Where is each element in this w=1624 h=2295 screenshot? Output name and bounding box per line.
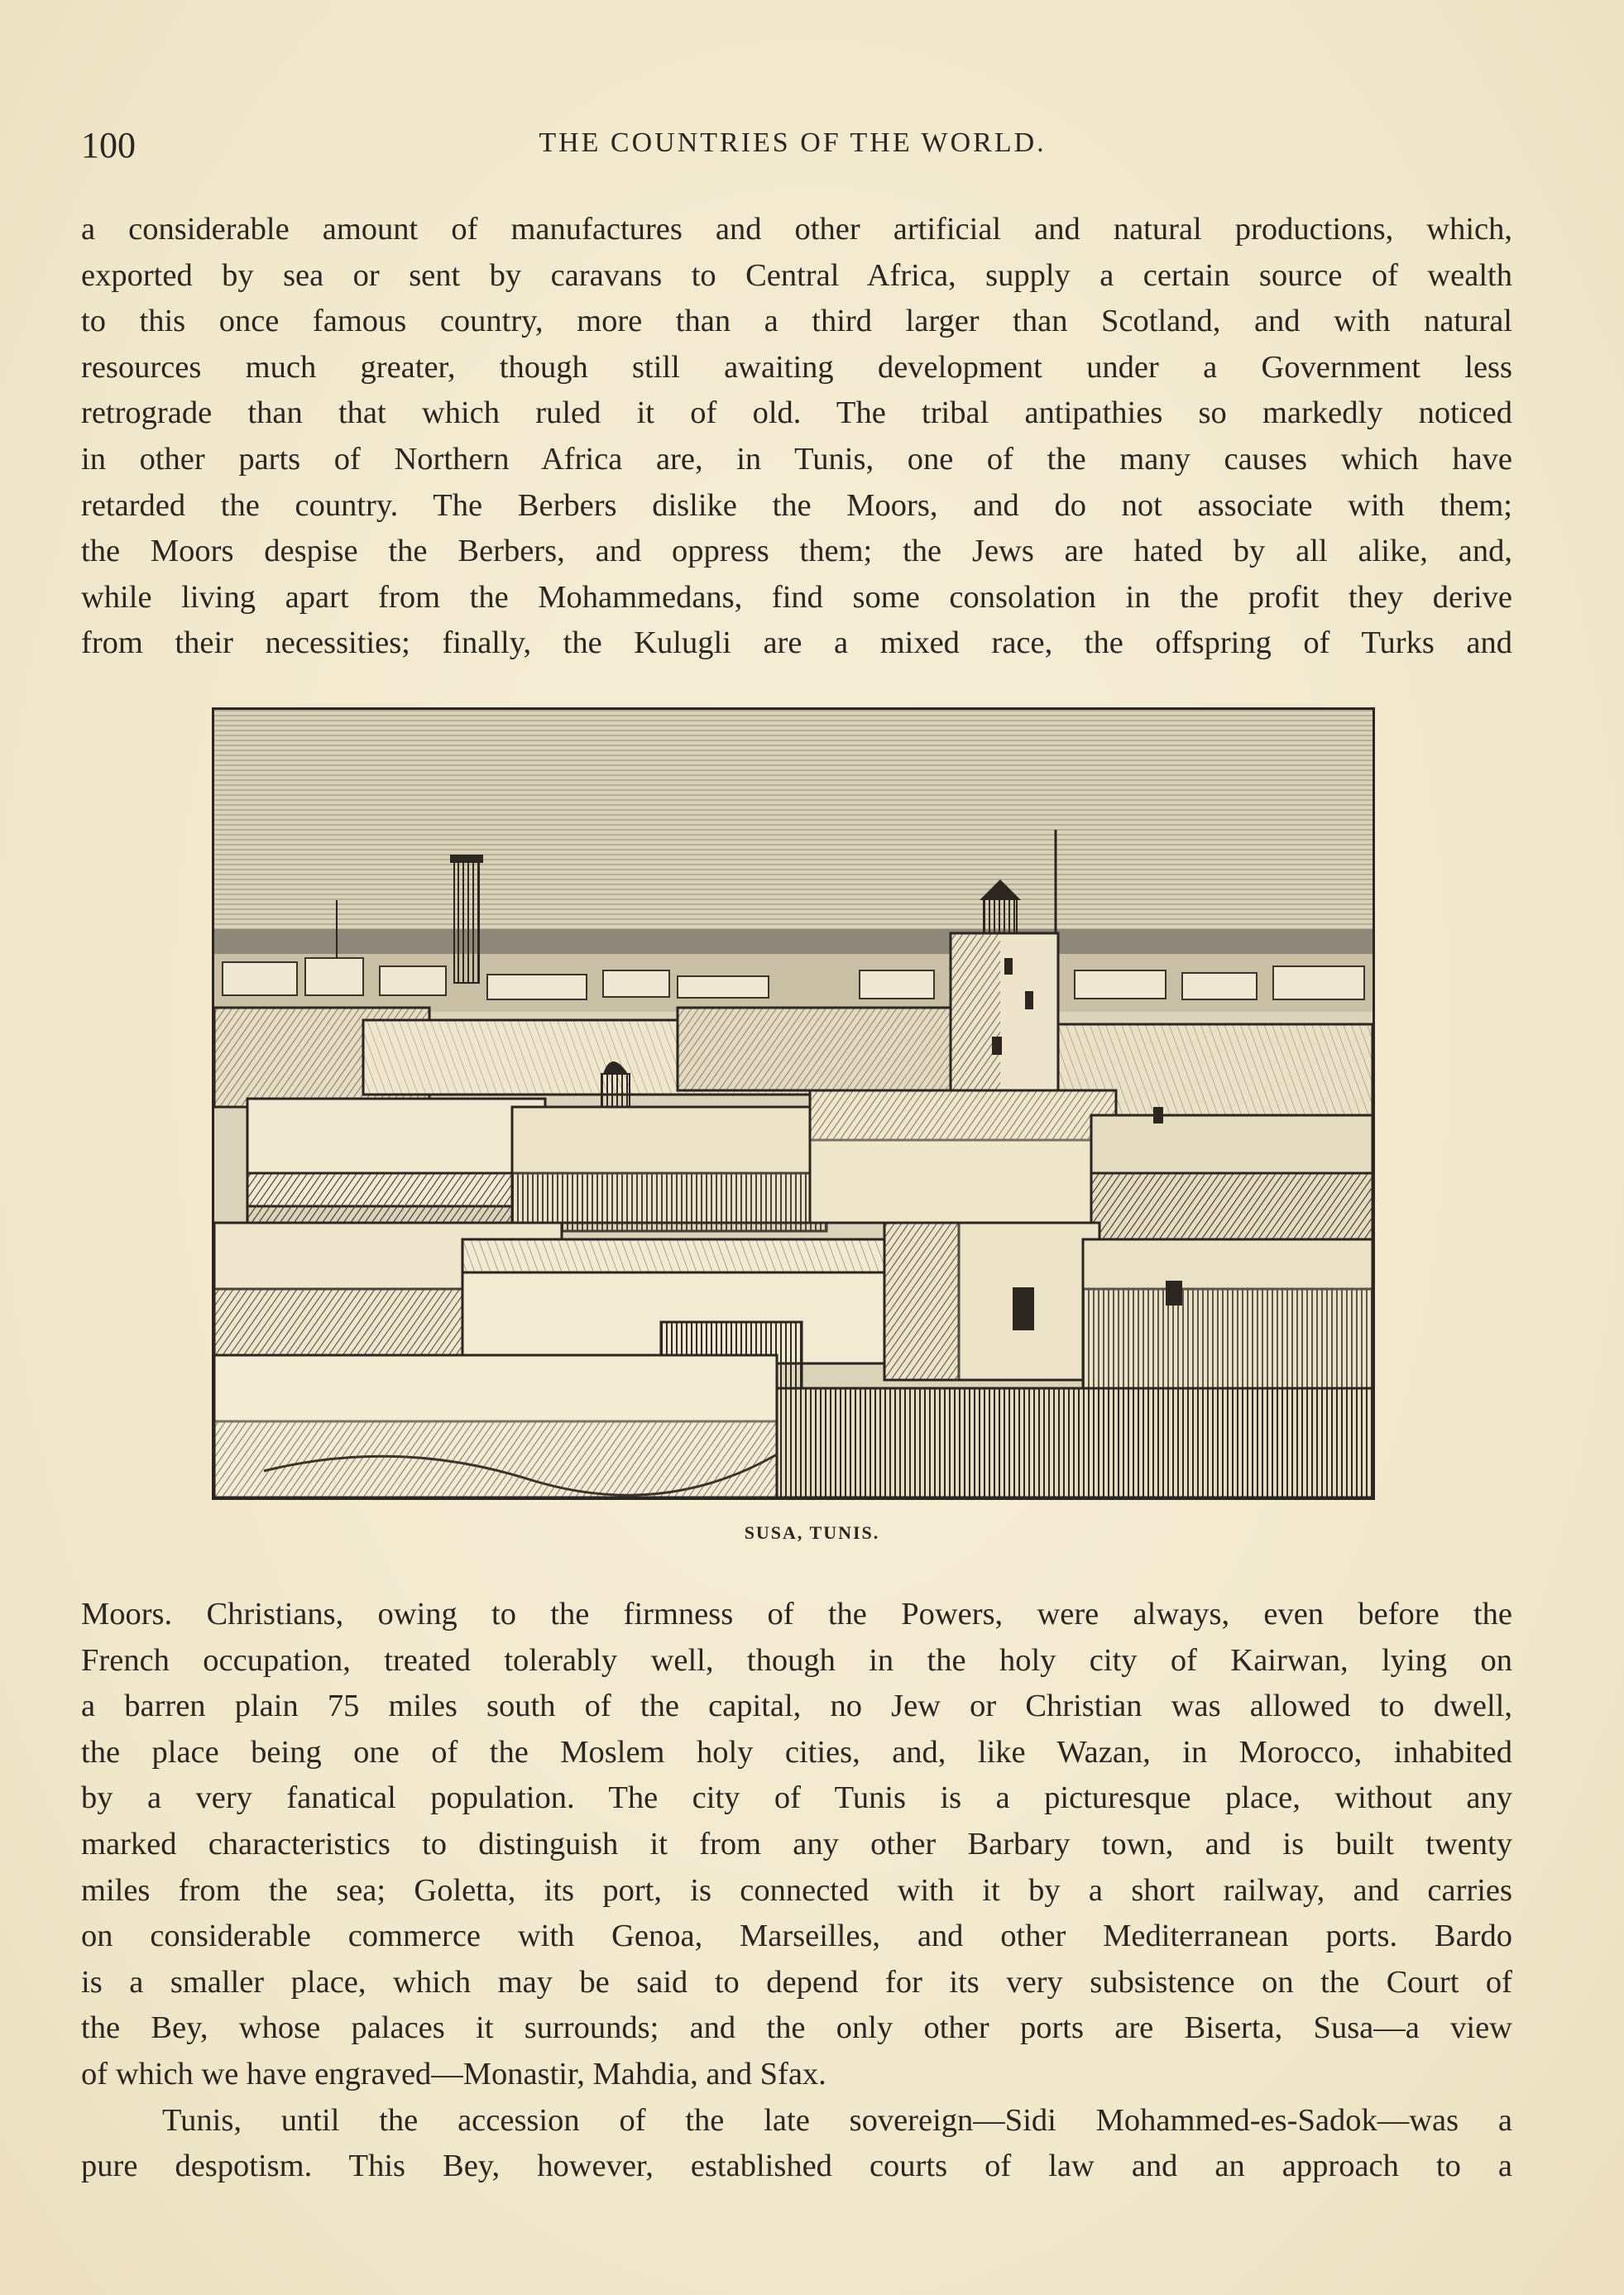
text-line: marked characteristics to distinguish it from any other Barbary town, and is built twenty [81, 1826, 1512, 1861]
text-line: the Bey, whose palaces it surrounds; and the only other ports are Biserta, Susa—a view [81, 2010, 1512, 2046]
text-line: Moors. Christians, owing to the firmness of the Powers, were always, even before the [81, 1597, 1512, 1631]
text-line: the Moors despise the Berbers, and oppress them; the Jews are hated by all alike, and, [81, 534, 1512, 569]
text-line: Tunis, until the accession of the late sovereign—Sidi Mohammed-es-Sadok—was a [162, 2102, 1512, 2138]
text-line: on considerable commerce with Genoa, Marseilles, and other Mediterranean ports. Bardo [81, 1919, 1512, 1954]
text-line: of which we have engraved—Monastir, Mahdia, and Sfax. [81, 2056, 826, 2091]
running-title: THE COUNTRIES OF THE WORLD. [539, 127, 1047, 158]
running-head [81, 124, 1504, 174]
text-line: French occupation, treated tolerably well, though in the holy city of Kairwan, lying on [81, 1642, 1512, 1678]
text-line: pure despotism. This Bey, however, established courts of law and an approach to a [81, 2149, 1512, 2184]
text-line: retarded the country. The Berbers dislike the Moors, and do not associate with them; [81, 487, 1512, 523]
text-line: by a very fanatical population. The city of Tunis is a picturesque place, without any [81, 1780, 1512, 1816]
text-line: resources much greater, though still awaiting development under a Government less [81, 349, 1512, 385]
text-line: exported by sea or sent by caravans to Central Africa, supply a certain source of wealth [81, 257, 1512, 293]
engraving-illustration [214, 710, 1372, 1497]
text-line: is a smaller place, which may be said to depend for its very subsistence on the Court of [81, 1964, 1512, 2000]
text-line: retrograde than that which ruled it of old. The tribal antipathies so markedly noticed [81, 395, 1512, 431]
figure-caption: SUSA, TUNIS. [744, 1522, 880, 1543]
text-line: while living apart from the Mohammedans, find some consolation in the profit they derive [81, 579, 1512, 615]
text-line: to this once famous country, more than a third larger than Scotland, and with natural [81, 304, 1512, 339]
paragraph-bottom [81, 1592, 1512, 2190]
text-line: a considerable amount of manufactures and other artificial and natural productions, which, [81, 212, 1512, 247]
text-line: a barren plain 75 miles south of the capital, no Jew or Christian was allowed to dwell, [81, 1689, 1512, 1724]
text-line: miles from the sea; Goletta, its port, is connected with it by a short railway, and carries [81, 1872, 1512, 1908]
engraving-susa-tunis [212, 707, 1375, 1500]
text-line: the place being one of the Moslem holy cities, and, like Wazan, in Morocco, inhabited [81, 1734, 1512, 1770]
text-line: from their necessities; finally, the Kulugli are a mixed race, the offspring of Turks and [81, 625, 1512, 661]
text-line: in other parts of Northern Africa are, in Tunis, one of the many causes which have [81, 441, 1512, 477]
page-number: 100 [81, 125, 136, 165]
paragraph-top [81, 207, 1512, 667]
